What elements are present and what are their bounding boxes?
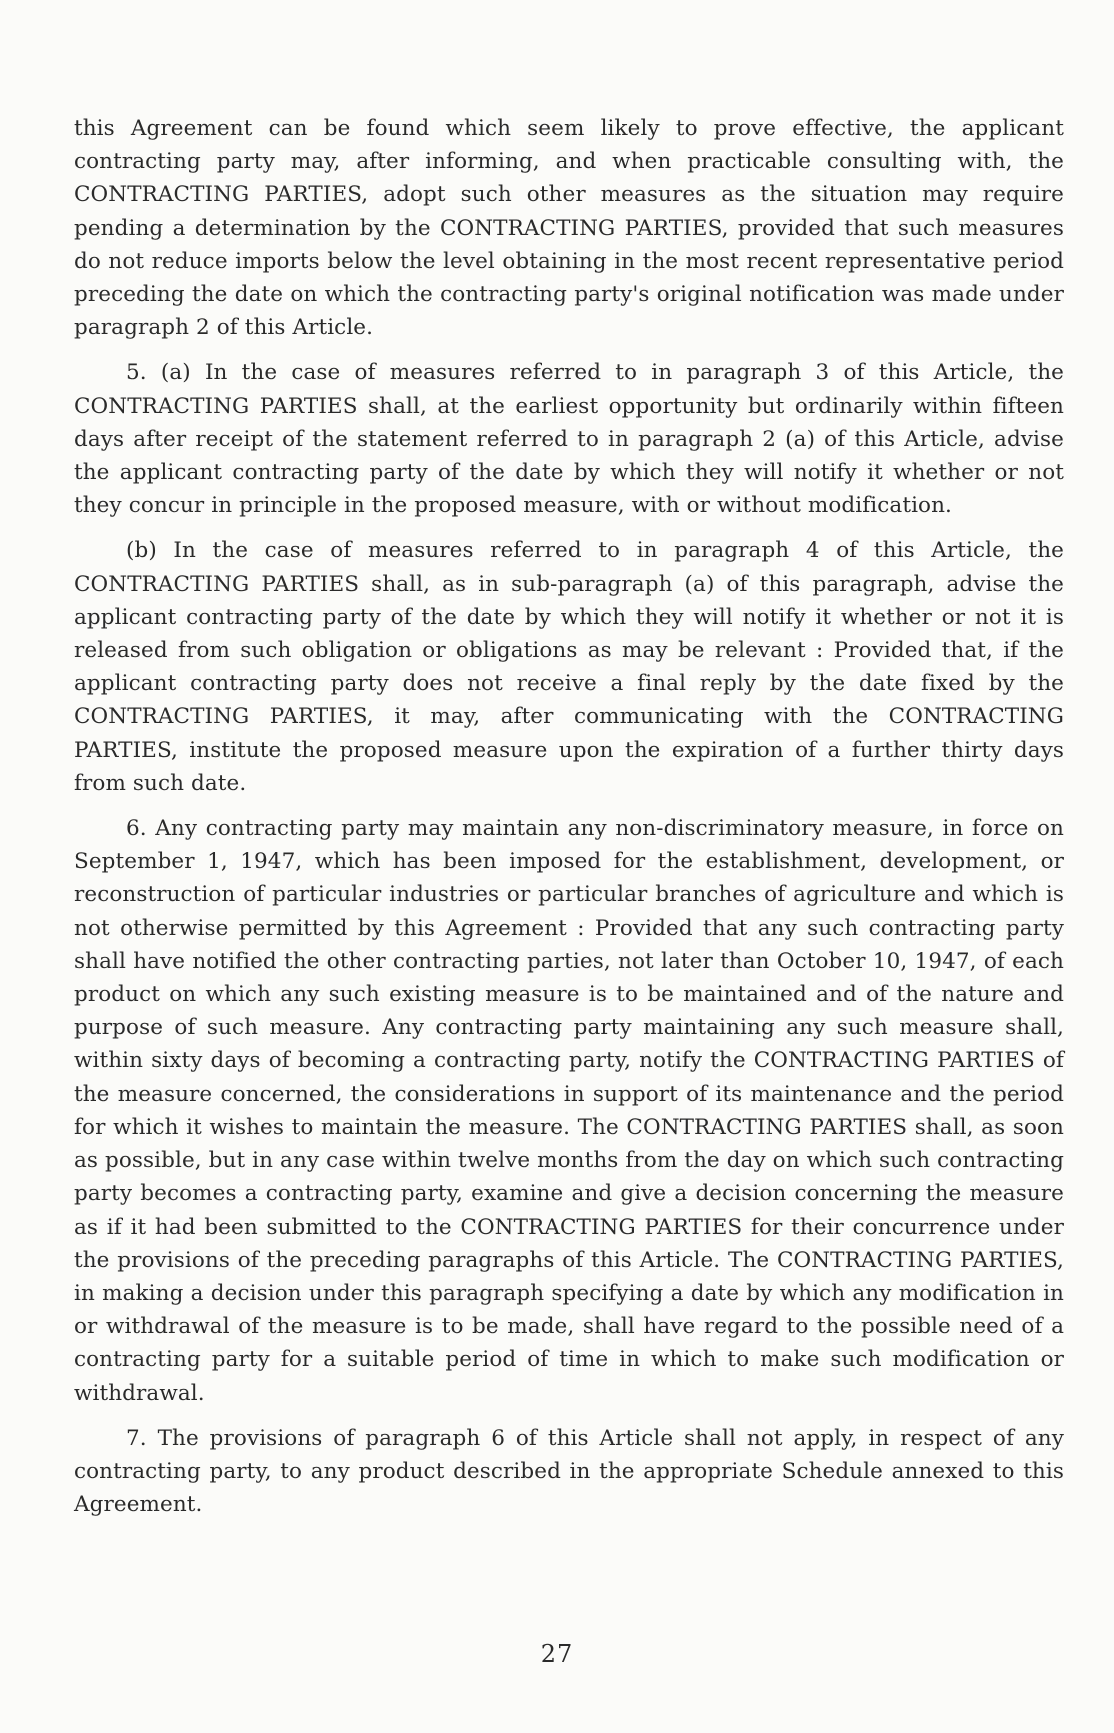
body-text: [74, 112, 1064, 1521]
paragraph-5a: 5. (a) In the case of measures referred to in paragraph 3 of this Article, the CONTRACTING PARTIES shall, at the earliest opportunity but ordinarily within fifteen days after receipt of the statement referred to in paragraph 2 (a) of this Article, advise the applicant contracting party of the date by which they will notify it whether or not they concur in principle in the proposed measure, with or without modification.: [74, 360, 1064, 519]
paragraph-5b: (b) In the case of measures referred to in paragraph 4 of this Article, the CONTRACTING PARTIES shall, as in sub-paragraph (a) of this paragraph, advise the applicant contracting party of the date by which they will notify it whether or not it is released from such obligation or obligations as may be relevant : Provided that, if the applicant contracting party does not receive a final reply by the date fixed by the CONTRACTING PARTIES, it may, after communicating with the CONTRACTING PARTIES, institute the proposed measure upon the expiration of a further thirty days from such date.: [74, 538, 1064, 796]
page-number: 27: [540, 1640, 574, 1668]
paragraph-7: 7. The provisions of paragraph 6 of this Article shall not apply, in respect of any contracting party, to any product described in the appropriate Schedule annexed to this Agreement.: [74, 1425, 1064, 1518]
paragraph-6: 6. Any contracting party may maintain any non-discriminatory measure, in force on September 1, 1947, which has been imposed for the establishment, development, or reconstruction of particular industries or particular branches of agriculture and which is not otherwise permitted by this Agreement : Provided that any such contracting party shall have notified the other contracting parties, not later than October 10, 1947, of each product on which any such existing measure is to be maintained and of the nature and purpose of such measure. Any contracting party maintaining any such measure shall, within sixty days of becoming a contracting party, notify the CONTRACTING PARTIES of the measure concerned, the considerations in support of its maintenance and the period for which it wishes to maintain the measure. The CONTRACTING PARTIES shall, as soon as possible, but in any case within twelve months from the day on which such contracting party becomes a contracting party, examine and give a decision concerning the measure as if it had been submitted to the CONTRACTING PARTIES for their concurrence under the provisions of the preceding paragraphs of this Article. The CONTRACTING PARTIES, in making a decision under this paragraph specifying a date by which any modification in or withdrawal of the measure is to be made, shall have regard to the possible need of a contracting party for a suitable period of time in which to make such modification or withdrawal.: [74, 816, 1064, 1406]
paragraph-continuation: this Agreement can be found which seem likely to prove effective, the applicant contracting party may, after informing, and when practicable consulting with, the CONTRACTING PARTIES, adopt such other measures as the situation may require pending a determination by the CONTRACTING PARTIES, provided that such measures do not reduce imports below the level obtaining in the most recent representative period preceding the date on which the contracting party's original notification was made under paragraph 2 of this Article.: [74, 116, 1064, 341]
